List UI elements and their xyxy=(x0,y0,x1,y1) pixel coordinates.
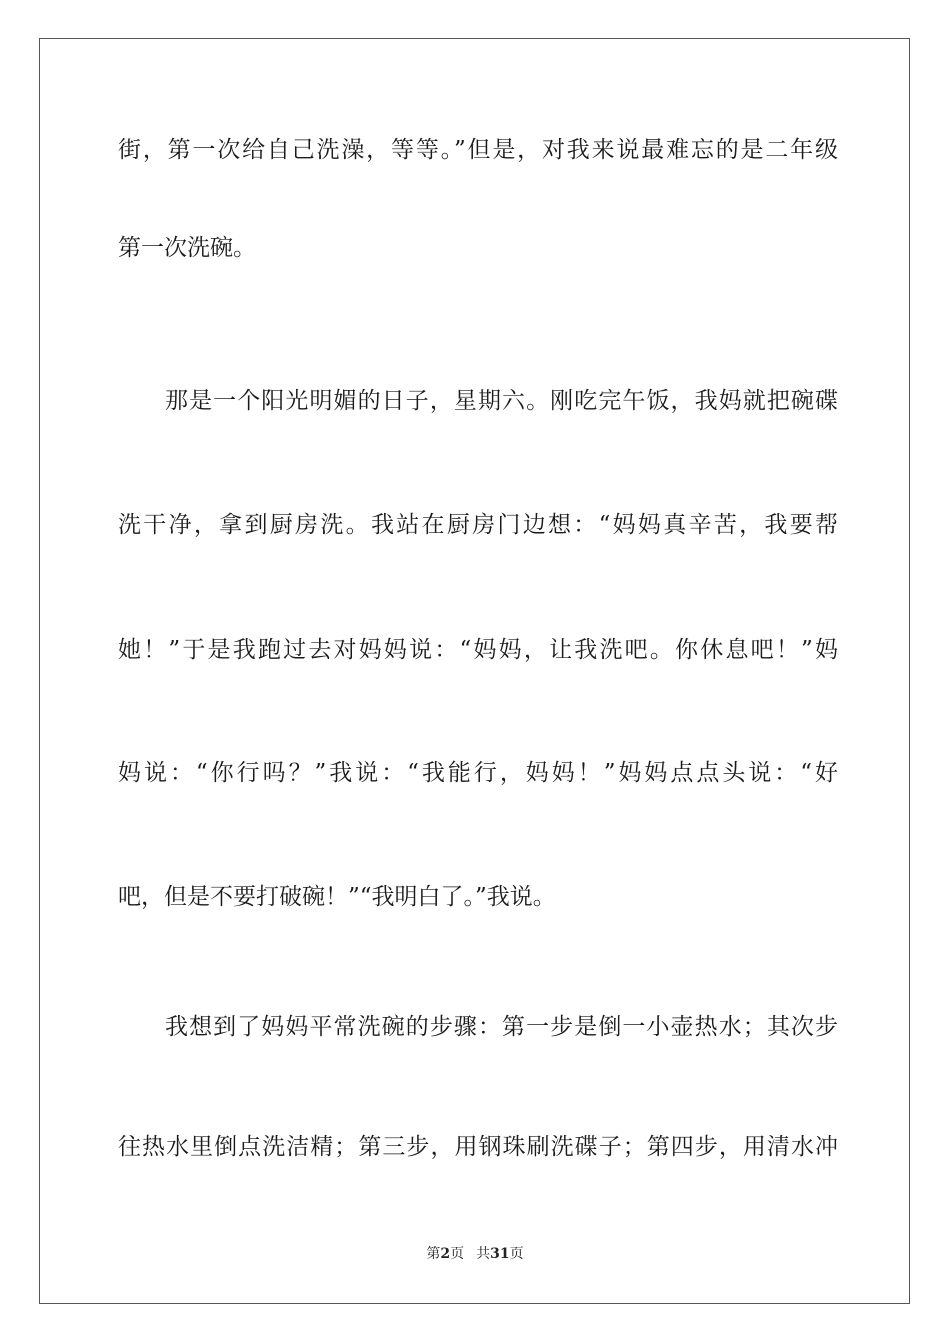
text-line-2: 第一次洗碗。 xyxy=(118,235,256,261)
text-line-3: 那是一个阳光明媚的日子，星期六。刚吃完午饭，我妈就把碗碟 xyxy=(165,388,838,414)
footer-total-suffix: 页 xyxy=(509,1246,524,1262)
footer-total-pages: 31 xyxy=(490,1246,510,1262)
text-line-9: 往热水里倒点洗洁精；第三步，用钢珠刷洗碟子；第四步，用清水冲 xyxy=(118,1134,838,1160)
text-line-4: 洗干净，拿到厨房洗。我站在厨房门边想：“妈妈真辛苦，我要帮 xyxy=(118,512,838,538)
text-line-8: 我想到了妈妈平常洗碗的步骤：第一步是倒一小壶热水；其次步 xyxy=(165,1014,838,1040)
footer-page-number: 2 xyxy=(440,1246,451,1262)
footer-page-prefix: 第 xyxy=(426,1246,441,1262)
text-line-5: 她！”于是我跑过去对妈妈说：“妈妈，让我洗吧。你休息吧！”妈 xyxy=(118,637,838,663)
text-line-1: 街，第一次给自己洗澡，等等。”但是，对我来说最难忘的是二年级 xyxy=(118,137,838,163)
page-footer xyxy=(0,1244,950,1264)
text-line-6: 妈说：“你行吗？”我说：“我能行，妈妈！”妈妈点点头说：“好 xyxy=(118,760,838,786)
footer-total-prefix: 共 xyxy=(476,1246,491,1262)
footer-page-suffix: 页 xyxy=(450,1246,465,1262)
text-line-7: 吧，但是不要打破碗！”“我明白了。”我说。 xyxy=(118,884,556,910)
